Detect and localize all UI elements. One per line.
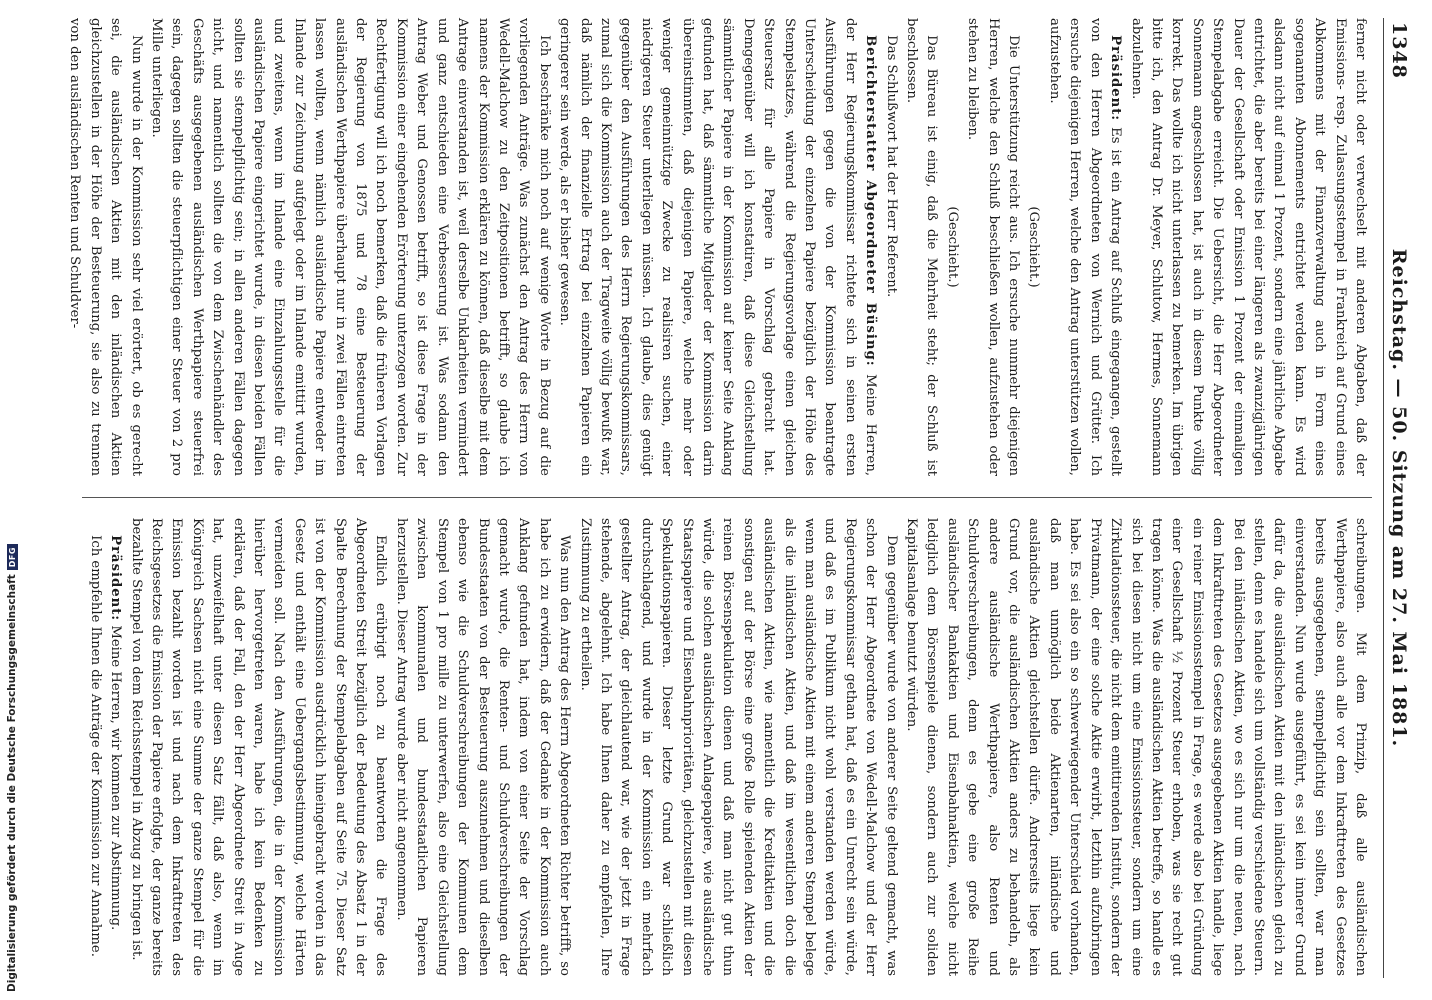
paragraph — [554, 18, 881, 476]
paragraph — [1044, 18, 1126, 476]
paragraph — [901, 18, 942, 476]
paragraph-text: Das Büreau ist einig, daß die Mehrheit steht; der Schluß ist beschlossen. — [904, 18, 940, 476]
paragraph — [880, 18, 900, 476]
paragraph — [941, 18, 961, 476]
paragraph — [105, 518, 125, 976]
digitization-watermark — [6, 544, 18, 992]
column-divider — [82, 497, 1372, 498]
header-rule — [1383, 18, 1384, 978]
paragraph — [901, 518, 1370, 976]
paragraph — [1023, 18, 1043, 476]
paragraph-text: schreibungen. Mit dem Prinzip, daß alle ausländischen Werthpapiere, also auch alle vor dem Inkrafttreten des Gesetzes bereits ausgegebenen, stempelpflichtig sein sollten, war man einverstanden. Nun wurde ausgeführt, es sei kein innerer Grund dafür da, die ausländischen Aktien mit den inländischen gleich zu stellen, denn es handele sich um vollständig verschiedene Steuern. Bei den inländischen Aktien, wo es sich nur um die neuen, nach dem Inkrafttreten des Gesetzes ausgegebenen Aktien handle, liege ein reiner Emissionsstempel in Frage, es werde also bei Gründung einer Gesellschaft ½ Prozent Steuer erhoben, was sie recht gut tragen könne. Was die ausländischen Aktien betreffe, so handle es sich bei diesen nicht um eine Emissionssteuer, sondern um eine Zirkulationssteuer, die nicht dem emittirenden Institut, sondern der Privatmann, der eine solche Aktie erwirbt, letzthin aufzubringen habe. Es sei also ein so schwerwiegender Unterschied vorhanden, daß man unmöglich beide Aktienarten, inländische und ausländische Aktien gleichstellen dürfe. Andrerseits liege kein Grund vor, die ausländischen Aktien anders zu behandeln, als andere ausländische Werthpapiere, also Renten und Schuldverschreibungen, denn es gebe eine große Reihe ausländischer Bankaktien und Eisenbahnaktien, welche nicht lediglich dem Börsenspiele dienen, sondern auch zur soliden Kapitalsanlage benutzt würden. — [904, 518, 1368, 976]
running-head: Reichstag. — 50. Sitzung am 27. Mai 1881. — [1388, 248, 1410, 748]
left-column — [67, 18, 1370, 477]
page-number: 1348 — [1388, 22, 1410, 79]
paragraph — [574, 518, 901, 976]
paragraph — [125, 518, 390, 976]
paragraph — [84, 518, 104, 976]
dfg-logo: DFG — [7, 544, 18, 570]
paragraph-text: Dem gegenüber wurde von anderer Seite geltend gemacht, was schon der Herr Abgeordnete von Wedell-Malchow und der Herr Regierungskommissar gethan hat, daß es ein Unrecht sein würde, und daß es im Publikum nicht wohl verstanden werden würde, wenn man ausländische Aktien mit einem anderen Stempel belege als die inländischen Aktien, und daß im wesentlichen doch die ausländischen Aktien, wie namentlich die Kreditaktien und die sonstigen auf der Börse eine große Rolle spielenden Aktien der reinen Börsenspekulation dienen und daß man nicht gut thun würde, die solchen ausländischen Anlagepapiere, wie ausländische Staatspapiere und Eisenbahnprioritäten, gleichzustellen mit diesen Spekulationspapieren. Dieser letzte Grund war schließlich durchschlagend, und wurde in der Kommission ein mehrfach gestellter Antrag, der gleichlautend war, wie der jetzt in Frage stehende, abgelehnt. Ich habe Ihnen daher zu empfehlen, Ihre Zustimmung zu ertheilen. — [577, 518, 899, 976]
paragraph-text: Ich beschränke mich noch auf wenige Worte in Bezug auf die vorliegenden Anträge. Was zunächst den Antrag des Herrn von Wedell-Malchow zu den Zeitpositionen betrifft, so glaube ich namens der Kommission erklären zu können, daß dieselbe mit dem Antrage einverstanden ist, weil derselbe Unklarheiten vermindert und ganz entschieden eine Verbesserung ist. Was sodann den Antrag Weber und Genossen betrifft, so ist diese Frage in der Kommission einer eingehenden Erörterung unterzogen worden. Zur Rechtfertigung will ich noch bemerken, daß die früheren Vorlagen der Regierung von 1875 und 78 eine Besteuerung der ausländischen Werthpapiere überhaupt nur in zwei Fällen eintreten lassen wollten, wenn nämlich ausländische Papiere entweder im Inlande zur Zeichnung aufgelegt oder im Inlande emittirt wurden, und zweitens, wenn im Inlande eine Einzahlungsstelle für die ausländischen Papiere eingerichtet wurde, in diesen beiden Fällen sollten sie stempelpflichtig sein; in allen anderen Fällen dagegen nicht, und namentlich sollten die von dem Zwischenhändler des Geschäfts ausgegebenen ausländischen Werthpapiere steuerfrei sein, dagegen sollten die steuerpflichtigen einer Steuer von 2 pro Mille unterliegen. — [149, 18, 552, 476]
paragraph-text: Ich empfehle Ihnen die Anträge der Kommission zur Annahme. — [87, 535, 103, 957]
paragraph — [146, 18, 554, 476]
paragraph-text: Nun wurde in der Kommission sehr viel erörtert, ob es gerecht sei, die ausländischen Aktien mit den inländischen Aktien gleichzustellen in der Höhe der Besteuerung, sie also zu trennen von den ausländischen Renten und Schuldver- — [67, 18, 144, 476]
paragraph-text: Das Schlußwort hat der Herr Referent. — [883, 35, 899, 298]
speaker-name: Berichterstatter Abgeordneter Büsing: — [863, 35, 879, 367]
paragraph-text: (Geschieht.) — [1026, 206, 1042, 288]
paragraph — [1125, 18, 1370, 476]
paragraph-text: Endlich erübrigt noch zu beantworten die Frage des Abgeordneten Streit bezüglich der Bedeutung des Absatz 1 in der Spalte Berechnung der Stempelabgaben auf Seite 75. Dieser Satz ist von der Kommission ausdrücklich hineingebracht worden in das Gesetz und enthält eine Uebergangsbestimmung, welche Härten vermeiden soll. Nach den Ausführungen, die in der Kommission hierüber hervorgetreten waren, habe ich kein Bedenken zu erklären, daß der Fall, den der Herr Abgeordnete Streit in Auge hat, unzweifelhaft unter diesen Satz fällt, daß also, wenn im Königreich Sachsen nicht eine Summe der ganze Stempel für die Emission bezahlt worden ist und nach dem Inkrafttreten des Reichsgesetzes die Emission der Papiere erfolgte, der ganze bereits bezahlte Stempel von dem Reichsstempel in Abzug zu bringen ist. — [128, 518, 389, 976]
paragraph-text: Meine Herren, wir kommen zur Abstimmung. — [108, 621, 124, 931]
page-header — [1382, 18, 1416, 978]
paragraph — [962, 18, 1023, 476]
watermark-text: Digitalisierung gefördert durch die Deutsche Forschungsgemeinschaft — [6, 574, 18, 992]
paragraph-text: Was nun den Antrag des Herrn Abgeordneten Richter betrifft, so habe ich zu erwidern, daß der Gedanke in der Kommission auch Anklang gefunden hat, indem von einer Seite der Vorschlag gemacht wurde, die Renten- und Schuldverschreibungen der Bundesstaaten von der Besteuerung auszunehmen und dieselben ebenso wie die Schuldverschreibungen der Kommunen dem Stempel von 1 pro mille zu unterwerfen, also eine Gleichstellung zwischen kommunalen und bundesstaatlichen Papieren herzustellen. Dieser Antrag wurde aber nicht angenommen. — [393, 518, 573, 976]
speaker-name: Präsident: — [108, 535, 124, 622]
paragraph — [64, 18, 146, 476]
paragraph — [391, 518, 575, 976]
speaker-name: Präsident: — [1108, 35, 1124, 122]
paragraph-text: Meine Herren, der Herr Regierungskommissar richtete sich in seinen ersten Ausführungen gegen die von der Kommission beantragte Unterscheidung der einzelnen Papiere bezüglich der Höhe des Stempelsatzes, während die Regierungsvorlage einen gleichen Steuersatz für alle Papiere in Vorschlag gebracht hat. Demgegenüber will ich konstatiren, daß diese Gleichstellung sämmtlicher Papiere in der Kommission auf keiner Seite Anklang gefunden hat, daß sämmtliche Mitglieder der Kommission darin übereinstimmten, daß diejenigen Papiere, welche mehr oder weniger gemeinnützige Zwecke zu realisiren suchen, einer niedrigeren Steuer unterliegen müssen. Ich glaube, dies genügt gegenüber den Ausführungen des Herrn Regierungskommissars, zumal sich die Kommission auch der Tragweite völlig bewußt war, daß nämlich der finanzielle Ertrag bei einzelnen Papieren ein geringerer sein werde, als er bisher gewesen. — [557, 18, 879, 477]
paragraph-text: Die Unterstützung reicht aus. Ich ersuche nunmehr diejenigen Herren, welche den Schluß beschließen wollen, aufzustehen oder stehen zu bleiben. — [965, 18, 1022, 476]
right-column — [70, 518, 1370, 976]
paragraph-text: ferner nicht oder verwechselt mit anderen Abgaben, daß der Emissions- resp. Zulassungsstempel in Frankreich auf Grund eines Abkommens mit der Finanzverwaltung auch in Form eines sogenannten Abonnements entrichtet werden kann. Es wird alsdann nicht auf einmal 1 Prozent, sondern eine jährliche Abgabe entrichtet, die aber bereits bei einer längeren als zwanzigjährigen Dauer der Gesellschaft oder Emission 1 Prozent der einmaligen Stempelabgabe erreicht. Die Uebersicht, die Herr Abgeordneter Sonnemann angeschlossen hat, ist auch in diesem Punkte völlig korrekt. Das wollte ich nicht unterlassen zu bemerken. Im übrigen bitte ich, den Antrag Dr. Meyer, Schlutow, Hermes, Sonnemann abzulehnen. — [1128, 18, 1368, 476]
rotated-page — [16, 18, 1416, 978]
paragraph-text: (Geschieht.) — [944, 206, 960, 288]
paragraph-text: Es ist ein Antrag auf Schluß eingegangen, gestellt von den Herren Abgeordneten von Wernich und Grütter. Ich ersuche diejenigen Herren, welche den Antrag unterstützen wollen, aufzustehen. — [1046, 18, 1124, 476]
